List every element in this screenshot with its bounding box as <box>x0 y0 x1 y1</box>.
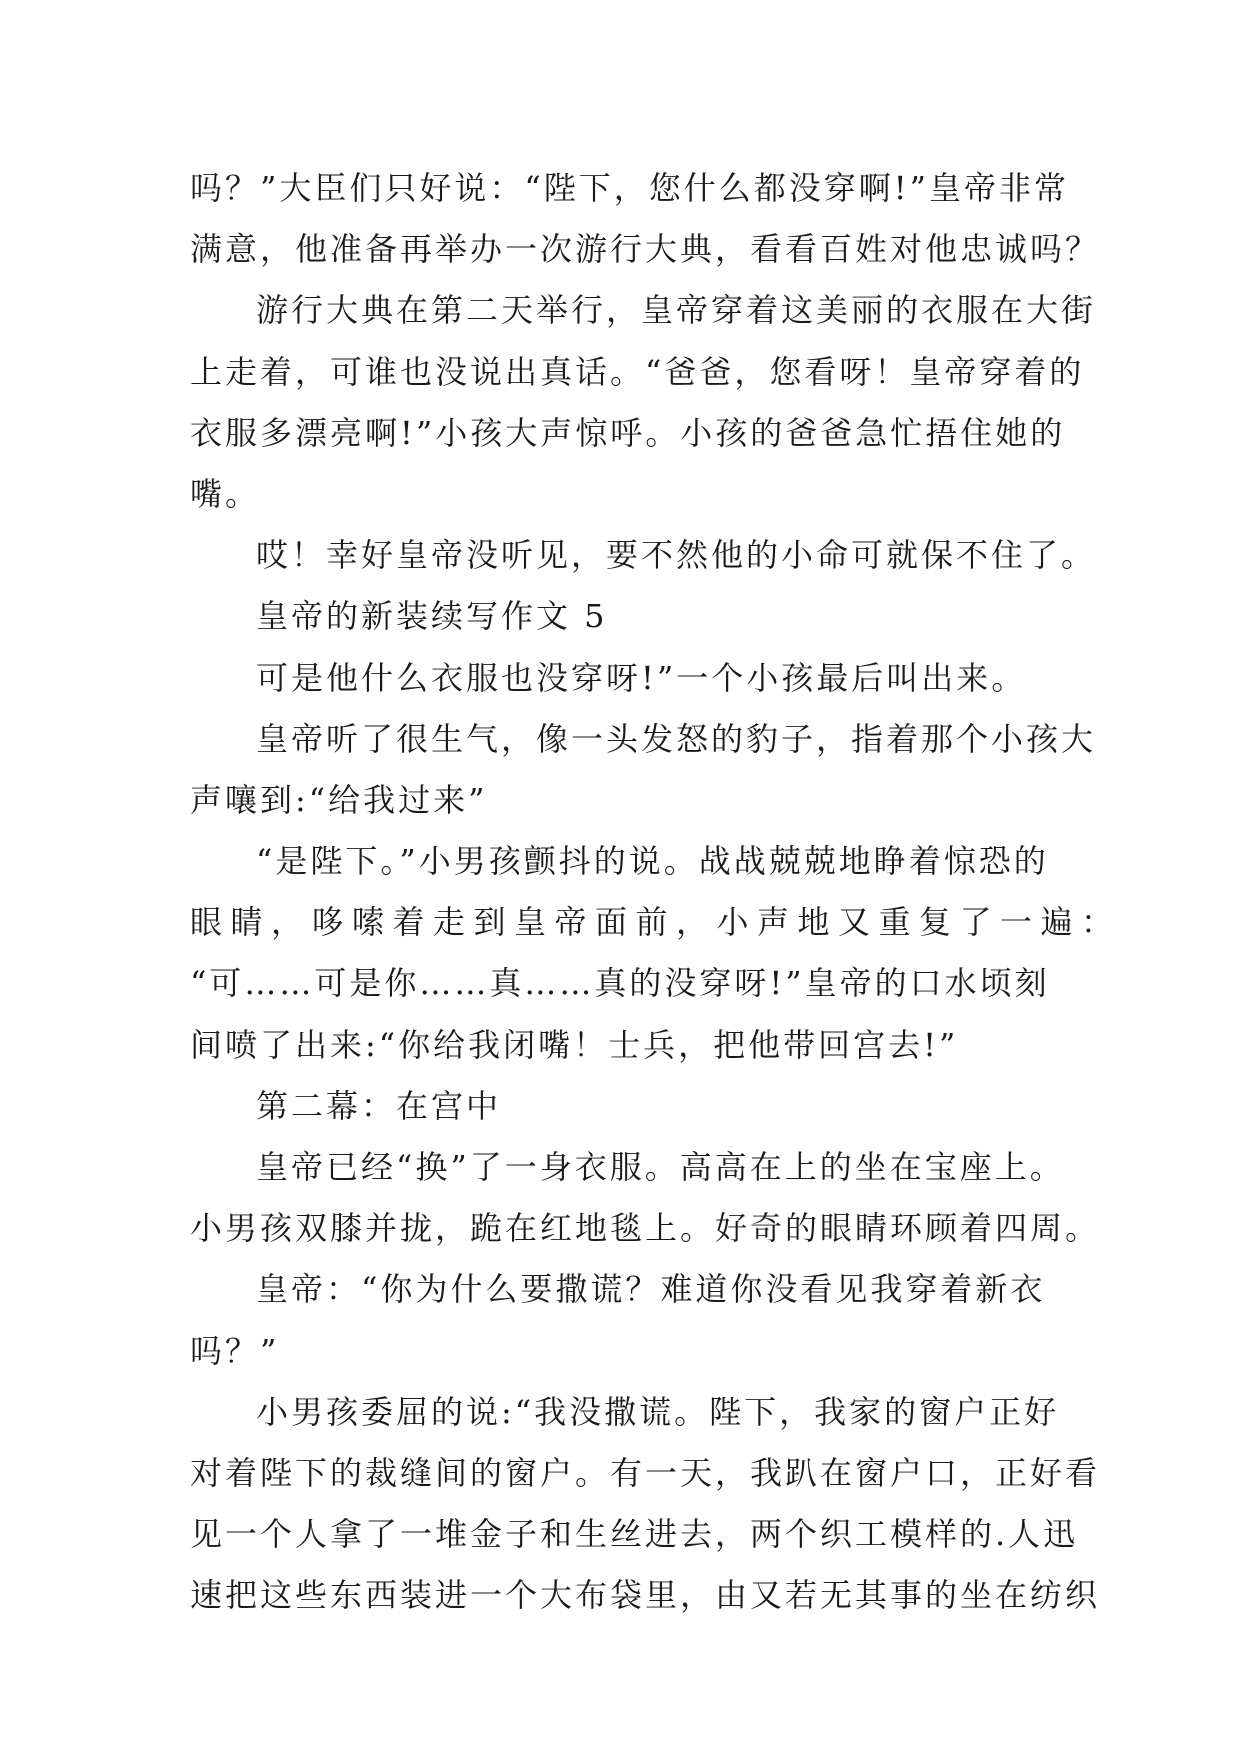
text-line: “是陛下。”小男孩颤抖的说。战战兢兢地睁着惊恐的 <box>256 842 1049 881</box>
text-line: 满意，他准备再举办一次游行大典，看看百姓对他忠诚吗？ <box>190 230 1101 269</box>
text-line: 眼睛，哆嗦着走到皇帝面前，小声地又重复了一遍： <box>190 903 1122 942</box>
text-line: 嘴。 <box>190 474 261 513</box>
text-line: 衣服多漂亮啊!”小孩大声惊呼。小孩的爸爸急忙捂住她的 <box>190 413 1066 452</box>
text-line: 可是他什么衣服也没穿呀!”一个小孩最后叫出来。 <box>256 658 1027 697</box>
text-line: 间喷了出来:“你给我闭嘴！士兵，把他带回宫去!” <box>190 1025 959 1064</box>
text-line: 速把这些东西装进一个大布袋里，由又若无其事的坐在纺织 <box>190 1576 1101 1615</box>
text-line: 皇帝：“你为什么要撒谎？难道你没看见我穿着新衣 <box>256 1270 1046 1309</box>
text-line: “可……可是你……真……真的没穿呀!”皇帝的口水顷刻 <box>190 964 1050 1003</box>
scene-heading: 第二幕：在宫中 <box>256 1086 502 1125</box>
text-line: 游行大典在第二天举行，皇帝穿着这美丽的衣服在大街 <box>256 291 1097 330</box>
text-line: 吗？” <box>190 1331 280 1370</box>
text-line: 皇帝已经“换”了一身衣服。高高在上的坐在宝座上。 <box>256 1148 1065 1186</box>
text-line: 见一个人拿了一堆金子和生丝进去，两个织工模样的.人迅 <box>190 1515 1079 1554</box>
text-line: 哎！幸好皇帝没听见，要不然他的小命可就保不住了。 <box>256 536 1097 575</box>
text-line: 上走着，可谁也没说出真话。“爸爸，您看呀！皇帝穿着的 <box>190 352 1085 391</box>
body-text <box>190 158 1122 1627</box>
text-line: 小男孩委屈的说:“我没撒谎。陛下，我家的窗户正好 <box>256 1392 1060 1431</box>
text-line: 声嚷到:“给我过来” <box>190 780 488 819</box>
text-line: 小男孩双膝并拢，跪在红地毯上。好奇的眼睛环顾着四周。 <box>190 1209 1101 1248</box>
text-line: 吗？”大臣们只好说：“陛下，您什么都没穿啊!”皇帝非常 <box>190 169 1069 207</box>
text-line: 皇帝听了很生气，像一头发怒的豹子，指着那个小孩大 <box>256 719 1097 758</box>
section-heading: 皇帝的新装续写作文 5 <box>256 597 608 636</box>
text-line: 对着陛下的裁缝间的窗户。有一天，我趴在窗户口，正好看 <box>190 1453 1101 1492</box>
